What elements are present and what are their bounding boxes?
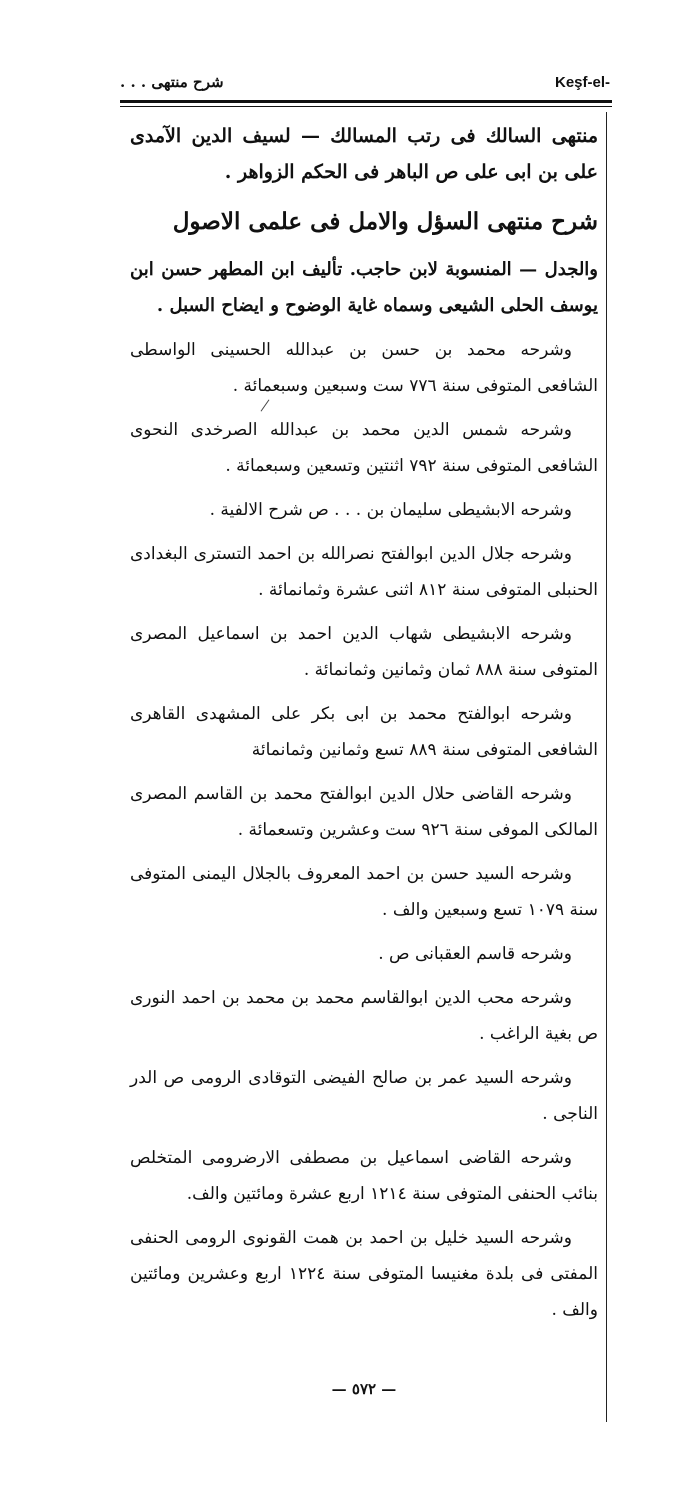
commentary-entry: وشرحه القاضى حلال الدين ابوالفتح محمد بن القاسم المصرى المالكى الموفى سنة ٩٢٦ ست وعشرين وتسعمائة . (130, 784, 598, 840)
page-header (120, 70, 610, 94)
commentary-entry: وشرحه قاسم العقبانى ص . (378, 944, 572, 964)
entry-ibn-al-mutahhar: والجدل — المنسوبة لابن حاجب. تأليف ابن المطهر حسن ابن يوسف الحلى الشيعى وسماه غاية الوضوح و ايضاح السبل . (130, 259, 598, 316)
commentary-entry: وشرحه السيد عمر بن صالح الفيضى التوقادى الرومى ص الدر الناجى . (130, 1068, 598, 1124)
header-right-label: Keşf-el- (554, 73, 610, 91)
commentary-entry: وشرحه محب الدين ابوالقاسم محمد بن محمد بن احمد النورى ص بغية الراغب . (130, 988, 598, 1044)
header-running-title: شرح منتهى . . . (120, 73, 224, 91)
commentary-entry: وشرحه ابوالفتح محمد بن ابى بكر على المشهدى القاهرى الشافعى المتوفى سنة ٨٨٩ تسع وثمانين وثمانمائة (130, 704, 598, 760)
commentary-entry: وشرحه شمس الدين محمد بن عبدالله الصرخدى النحوى الشافعى المتوفى سنة ٧٩٢ اثنتين وتسعين وسبعمائة . (130, 420, 598, 476)
commentary-entry: وشرحه السيد خليل بن احمد بن همت القونوى الرومى الحنفى المفتى فى بلدة مغنيسا المتوفى سنة ١٢٢٤ اربع وعشرين ومائتين والف . (130, 1228, 598, 1320)
commentary-entry: وشرحه السيد حسن بن احمد المعروف بالجلال اليمنى المتوفى سنة ١٠٧٩ تسع وسبعين والف . (130, 864, 598, 920)
text-body (130, 118, 598, 1328)
header-rule-thick (120, 100, 612, 103)
commentary-entry: وشرحه جلال الدين ابوالفتح نصرالله بن احمد التسترى البغدادى الحنبلى المتوفى سنة ٨١٢ اثنى عشرة وثمانمائة . (130, 544, 598, 600)
entry-muntaha-al-salik: منتهى السالك فى رتب المسالك — لسيف الدين الآمدى على بن ابى على ص الباهر فى الحكم الزواهر . (130, 125, 598, 183)
commentary-entry: وشرحه الابشيطى سليمان بن . . . ص شرح الالفية . (209, 500, 572, 520)
commentary-entry: وشرحه القاضى اسماعيل بن مصطفى الارضرومى المتخلص بنائب الحنفى المتوفى سنة ١٢١٤ اربع عشرة ومائتين والف. (130, 1148, 598, 1204)
margin-line (606, 112, 607, 1422)
commentary-entry: وشرحه محمد بن حسن بن عبدالله الحسينى الواسطى الشافعى المتوفى سنة ٧٧٦ ست وسبعين وسبعمائة . (130, 340, 598, 396)
commentary-entry: وشرحه الابشيطى شهاب الدين احمد بن اسماعيل المصرى المتوفى سنة ٨٨٨ ثمان وثمانين وثمانمائة . (130, 624, 598, 680)
entry-heading-sharh: شرح منتهى السؤل والامل فى علمى الاصول (172, 208, 598, 235)
page-number: — ٥٧٢ — (331, 1380, 397, 1398)
header-rule-thin (120, 106, 612, 107)
